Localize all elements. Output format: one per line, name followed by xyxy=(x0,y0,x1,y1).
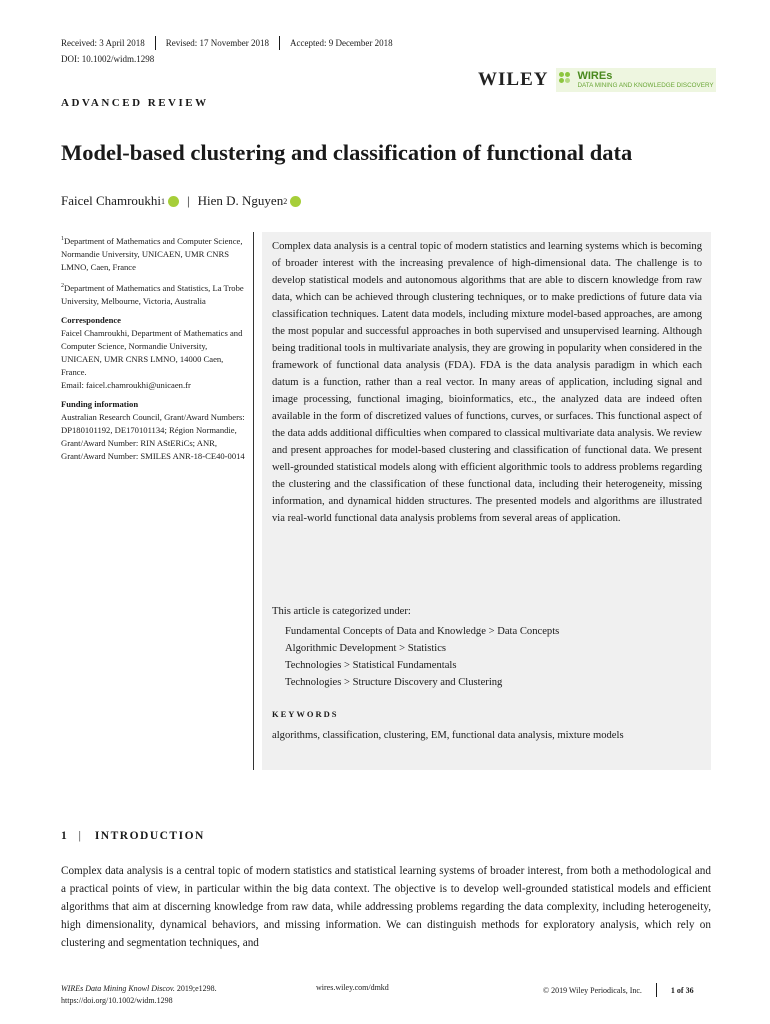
wiley-logo: WILEY xyxy=(478,69,549,90)
footer-right xyxy=(543,983,694,997)
sidebar-info xyxy=(61,233,249,469)
affiliation-2: $^2$Department of Mathematics and Statistics, La Trobe University, Melbourne, Victoria, Australia xyxy=(61,282,244,306)
author-name: Faicel Chamroukhi xyxy=(61,193,162,208)
column-divider xyxy=(253,232,254,770)
page-number: 1 of 36 xyxy=(670,985,694,995)
wires-logo-title: WIREs xyxy=(577,70,613,82)
category-item[interactable]: Fundamental Concepts of Data and Knowledge > Data Concepts xyxy=(285,626,560,637)
footer-doi-link[interactable]: https://doi.org/10.1002/widm.1298 xyxy=(61,996,173,1005)
orcid-icon[interactable] xyxy=(168,196,179,207)
author-name: Hien D. Nguyen xyxy=(197,193,284,208)
doi: DOI: 10.1002/widm.1298 xyxy=(61,54,155,64)
author-list xyxy=(61,193,301,209)
wires-logo-subtitle: DATA MINING AND KNOWLEDGE DISCOVERY xyxy=(577,82,714,89)
section-number: 1 xyxy=(61,830,69,842)
category-item[interactable]: Technologies > Statistical Fundamentals xyxy=(285,660,457,671)
category-item[interactable]: Technologies > Structure Discovery and Clustering xyxy=(285,677,503,688)
intro-heading xyxy=(61,830,205,842)
category-list xyxy=(285,623,559,691)
keywords-heading: KEYWORDS xyxy=(272,709,339,719)
abstract-text: Complex data analysis is a central topic of modern statistics and learning systems which is becoming of broader interest with the increasing prevalence of high-dimensional data. The challenge is to develop statistical models and autonomous algorithms that are able to discern knowledge from raw data, which can be achieved through clustering techniques, or to make predictions of future data via classification techniques. Latent data models, including mixture model-based approaches, are among the most popular and successful approaches in both supervised and unsupervised learning. Although being traditional tools in multivariate analysis, they are growing in popularity when considered in the framework of functional data analysis (FDA). FDA is the data analysis paradigm in which each datum is a function, rather than a real vector. In many areas of application, including signal and image processing, functional imaging, bioinformatics, etc., the analyzed data are indeed often available in the form of discretized values of functions, curves, or surfaces. This functional aspect of the data adds additional difficulties when compared to classical multivariate data analysis. We review and present approaches for model-based clustering and classification of functional data. We present well-grounded statistical models along with efficient algorithmic tools to address problems regarding the clustering and the classification of these functional data, including their heterogeneity, missing information, and dynamical hidden structures. The presented models and algorithms are illustrated via real-world functional data analysis problems from several areas of application. xyxy=(272,241,702,524)
affiliation-1: $^1$Department of Mathematics and Computer Science, Normandie University, UNICAEN, UMR CNRS LMNO, Caen, France xyxy=(61,235,243,272)
footer-divider xyxy=(656,983,657,997)
section-separator: | xyxy=(78,830,83,842)
correspondence-email[interactable]: Email: faicel.chamroukhi@unicaen.fr xyxy=(61,379,191,390)
wires-logo xyxy=(556,68,716,92)
publisher-logos xyxy=(478,68,716,92)
correspondence-heading: Correspondence xyxy=(61,314,121,325)
orcid-icon[interactable] xyxy=(290,196,301,207)
footer-citation-number: 2019;e1298. xyxy=(176,984,217,993)
intro-paragraph: Complex data analysis is a central topic of modern statistics and statistical learning systems of broader interest, from both a methodological and a practical points of view, in particular within the big data context. The objective is to develop well-grounded statistical models and efficient algorithms that aim at discerning knowledge from raw data, while addressing problems regarding the data complexity, including heterogeneity, high dimensionality, dynamical behaviors, and missing information. We can distinguish methods for exploratory analysis, which rely on clustering and segmentation techniques, and xyxy=(61,865,711,949)
funding-text: Australian Research Council, Grant/Award Numbers: DP180101192, DE170101134; Région Normandie, Grant/Award Number: RIN AStERiCs; ANR, Grant/Award Number: SMILES ANR-18-CE40-0014 xyxy=(61,411,245,461)
categories-heading: This article is categorized under: xyxy=(272,606,411,617)
author-affil-mark: 1 xyxy=(161,196,166,206)
footer-journal: WIREs Data Mining Knowl Discov. xyxy=(61,984,175,993)
accepted-date: Accepted: 9 December 2018 xyxy=(289,38,393,48)
revised-date: Revised: 17 November 2018 xyxy=(165,38,269,48)
category-item[interactable]: Algorithmic Development > Statistics xyxy=(285,643,447,654)
funding-heading: Funding information xyxy=(61,398,139,409)
submission-dates xyxy=(61,36,393,50)
footer-citation xyxy=(61,983,217,1007)
footer-copyright: © 2019 Wiley Periodicals, Inc. xyxy=(543,985,642,995)
paper-title: Model-based clustering and classification of functional data xyxy=(61,140,633,165)
section-title: INTRODUCTION xyxy=(94,830,205,842)
keywords-text: algorithms, classification, clustering, EM, functional data analysis, mixture models xyxy=(272,730,624,741)
author-separator: | xyxy=(187,193,190,208)
footer-site-link[interactable]: wires.wiley.com/dmkd xyxy=(316,983,389,992)
date-divider xyxy=(279,36,280,50)
section-label: ADVANCED REVIEW xyxy=(61,97,209,109)
received-date: Received: 3 April 2018 xyxy=(61,38,145,48)
wires-dots-icon xyxy=(559,72,573,86)
date-divider xyxy=(155,36,156,50)
correspondence-text: Faicel Chamroukhi, Department of Mathematics and Computer Science, Normandie University, UNICAEN, UMR CNRS LMNO, 14000 Caen, France. xyxy=(61,327,243,377)
author-affil-mark: 2 xyxy=(283,196,288,206)
